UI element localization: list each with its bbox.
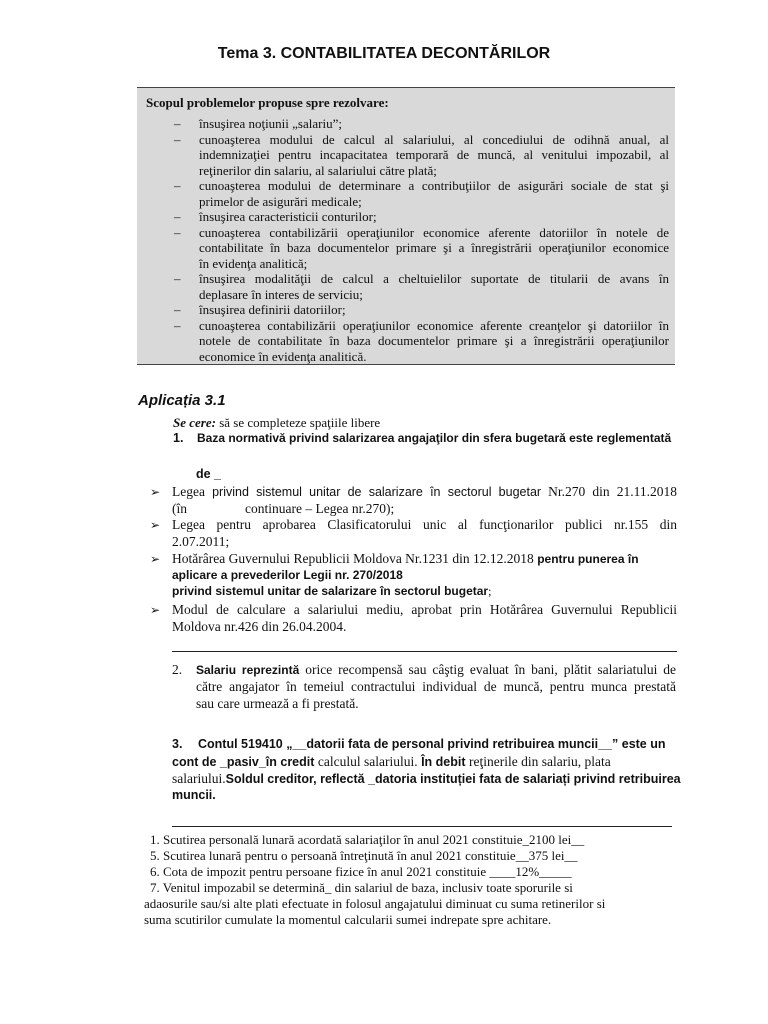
objective-line: însuşirea caracteristicii conturilor; (199, 209, 377, 224)
objective-line: contabilitate în baza documentelor primare şi a înregistrării operaţiunilor economice (199, 240, 669, 255)
arrow-bullet-icon: ➢ (150, 485, 161, 499)
list-bullet: – (174, 302, 181, 317)
list-bullet: – (174, 318, 181, 333)
question-1-blank: de _ (196, 467, 222, 481)
law-line: Legea pentru aprobarea Clasificatorului unic al funcţionarilor publici nr.155 din (172, 517, 677, 532)
law-line: Legea privind sistemul unitar de salarizare în sectorul bugetar Nr.270 din 21.11.2018 (172, 484, 677, 499)
list-item: 5. Scutirea lunară pentru o persoană întreţinută în anul 2021 constituie__375 lei__ (150, 848, 578, 863)
arrow-bullet-icon: ➢ (150, 603, 161, 617)
law-line: privind sistemul unitar de salarizare în sectorul bugetar; (172, 584, 492, 598)
law-line: (în (172, 501, 187, 516)
list-bullet: – (174, 209, 181, 224)
list-item: suma scutirilor cumulate la momentul calcularii sumei indrepate spre achitare. (144, 912, 552, 927)
list-bullet: – (174, 178, 181, 193)
question-2-line: Salariu reprezintă orice recompensă sau câştig evaluat în bani, plătit salariatului de (196, 662, 677, 677)
list-bullet: – (174, 225, 181, 240)
task-label: Se cere: (173, 415, 216, 430)
question-3-line: Contul 519410 „__datorii fata de personal privind retribuirea muncii__” este un (198, 737, 666, 751)
question-number: 3. (172, 737, 183, 751)
objective-line: indemnizaţiei pentru incapacitatea temporară de muncă, al venitului impozabil, al (199, 147, 669, 162)
law-line: Modul de calculare a salariului mediu, aprobat prin Hotărârea Guvernului Republicii (172, 602, 677, 617)
objective-line: cunoaşterea modului de calcul al salariului, al concediului de odihnă anual, al (199, 132, 669, 147)
list-item: 6. Cota de impozit pentru persoane fizice în anul 2021 constituie ____12%_____ (150, 864, 572, 879)
list-bullet: – (174, 116, 181, 131)
objective-line: în evidenţa analitică; (199, 256, 308, 271)
objective-line: deplasare în interes de serviciu; (199, 287, 363, 302)
law-line: Moldova nr.426 din 26.04.2004. (172, 619, 347, 634)
list-bullet: – (174, 132, 181, 147)
arrow-bullet-icon: ➢ (150, 552, 161, 566)
objective-line: însuşirea definirii datoriilor; (199, 302, 346, 317)
page-title: Tema 3. CONTABILITATEA DECONTĂRILOR (217, 45, 551, 62)
task-text: să se completeze spaţiile libere (215, 415, 381, 430)
objective-line: cunoaşterea contabilizării operaţiunilor economice aferente creanţelor şi datoriilor în (199, 318, 669, 333)
objective-line: reţinerilor din salariu, al salariului către plată; (199, 163, 437, 178)
question-1-text: Baza normativă privind salarizarea angajaţilor din sfera bugetară este reglementată (197, 431, 672, 445)
objectives-heading: Scopul problemelor propuse spre rezolvare: (146, 95, 389, 110)
answer-line (172, 651, 677, 652)
law-line: 2.07.2011; (172, 534, 230, 549)
law-line: aplicare a prevederilor Legii nr. 270/2018 (172, 568, 403, 582)
question-3-line: salariului.Soldul creditor, reflectă _datoria instituției fata de salariați privind retribuirea (172, 771, 681, 786)
objective-line: notele de contabilitate în baza documentelor primare şi a înregistrării operaţiunilor (199, 333, 669, 348)
application-title: Aplicația 3.1 (138, 392, 226, 409)
law-line: Hotărârea Guvernului Republicii Moldova Nr.1231 din 12.12.2018 pentru punerea în (172, 551, 639, 566)
law-line: continuare – Legea nr.270); (245, 501, 395, 516)
answer-line (172, 826, 672, 827)
objective-line: cunoaşterea contabilizării operaţiunilor economice aferente datoriilor în notele de (199, 225, 669, 240)
question-2-line: sau care urmează a fi prestată. (196, 696, 359, 711)
arrow-bullet-icon: ➢ (150, 518, 161, 532)
list-item: adaosurile sau/si alte plati efectuate in folosul angajatului diminuat cu suma retinerilor si (144, 896, 606, 911)
question-3-line: muncii. (172, 788, 216, 802)
list-item: 7. Venitul impozabil se determină_ din salariul de baza, inclusiv toate sporurile si (150, 880, 573, 895)
list-item: 1. Scutirea personală lunară acordată salariaţilor în anul 2021 constituie_2100 lei__ (150, 832, 585, 847)
objective-line: economice în evidenţa analitică. (199, 349, 367, 364)
question-2-line: către angajator în temeiul contractului individual de muncă, pentru munca prestată (196, 679, 676, 694)
objective-line: însuşirea noţiunii „salariu”; (199, 116, 342, 131)
question-number: 2. (172, 662, 183, 677)
question-3-line: cont de _pasiv_în credit calculul salariului. În debit reţinerile din salariu, plata (172, 754, 611, 769)
objective-line: însuşirea modalităţii de calcul a cheltuielilor suportate de titularii de avans în (199, 271, 669, 286)
question-number: 1. (173, 431, 184, 445)
list-bullet: – (174, 271, 181, 286)
objective-line: primelor de asigurări medicale; (199, 194, 362, 209)
objective-line: cunoaşterea modului de determinare a contribuţiilor de asigurări sociale de stat şi (199, 178, 669, 193)
